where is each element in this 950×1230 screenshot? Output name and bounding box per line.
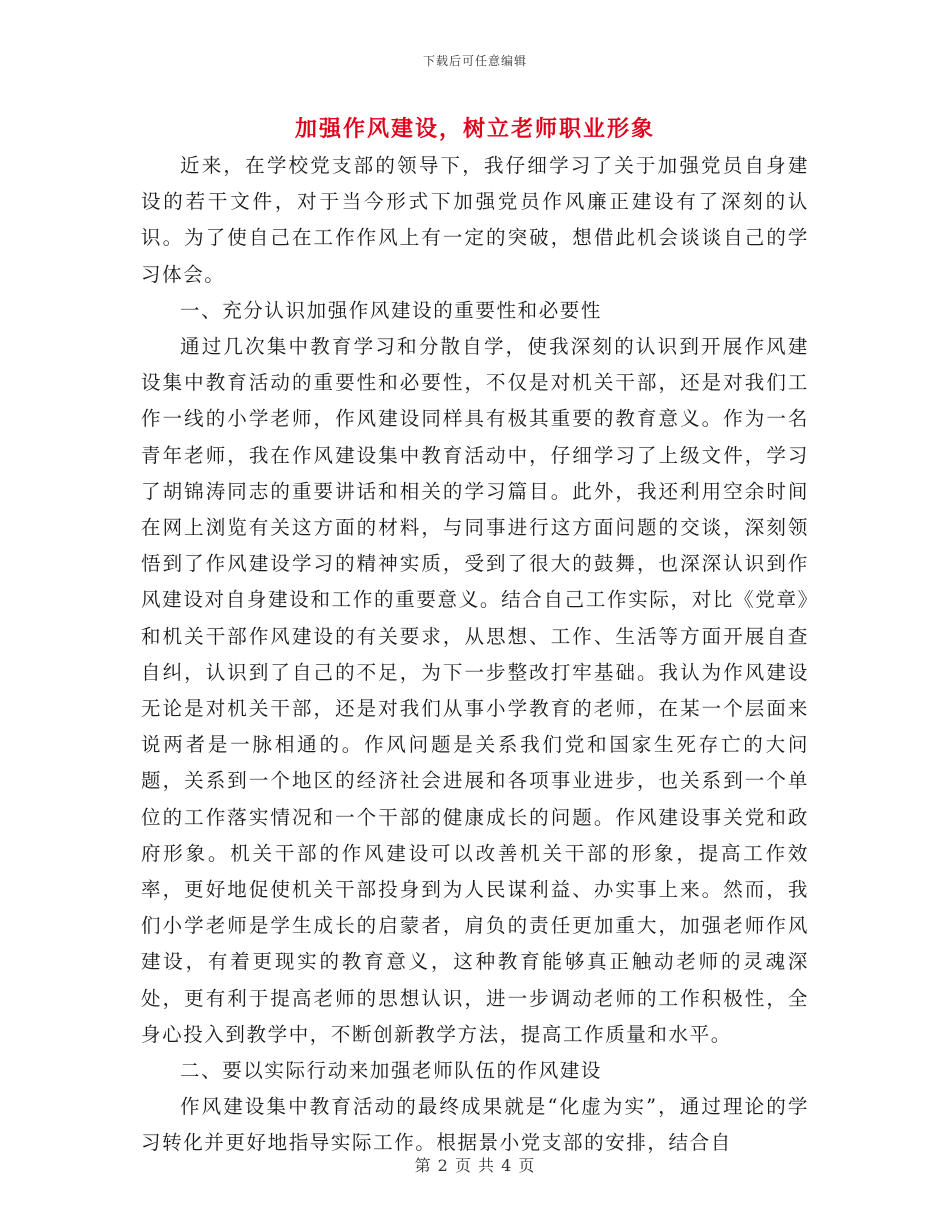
intro-paragraph: 近来，在学校党支部的领导下，我仔细学习了关于加强党员自身建设的若干文件，对于当今形式下加强党员作风廉正建设有了深刻的认识。为了使自己在工作作风上有一定的突破，想借此机会谈谈自己的学习体会。 [141,154,809,286]
page-number-footer: 第 2 页 共 4 页 [414,1156,536,1175]
header-note: 下载后可任意编辑 [422,54,527,68]
section-heading-2: 二、要以实际行动来加强老师队伍的作风建设 [180,1059,603,1083]
section-heading-1: 一、充分认识加强作风建设的重要性和必要性 [180,298,603,322]
document-title: 加强作风建设，树立老师职业形象 [294,116,655,142]
section-1-paragraph: 通过几次集中教育学习和分散自学，使我深刻的认识到开展作风建设集中教育活动的重要性和必要性，不仅是对机关干部，还是对我们工作一线的小学老师，作风建设同样具有极其重要的教育意义。作为一名青年老师，我在作风建设集中教育活动中，仔细学习了上级文件，学习了胡锦涛同志的重要讲话和相关的学习篇目。此外，我还利用空余时间在网上浏览有关这方面的材料，与同事进行这方面问题的交谈，深刻领悟到了作风建设学习的精神实质，受到了很大的鼓舞，也深深认识到作风建设对自身建设和工作的重要意义。结合自己工作实际，对比《党章》和机关干部作风建设的有关要求，从思想、工作、生活等方面开展自查自纠，认识到了自己的不足，为下一步整改打牢基础。我认为作风建设无论是对机关干部，还是对我们从事小学教育的老师，在某一个层面来说两者是一脉相通的。作风问题是关系我们党和国家生死存亡的大问题，关系到一个地区的经济社会进展和各项事业进步，也关系到一个单位的工作落实情况和一个干部的健康成长的问题。作风建设事关党和政府形象。机关干部的作风建设可以改善机关干部的形象，提高工作效率，更好地促使机关干部投身到为人民谋利益、办实事上来。然而，我们小学老师是学生成长的启蒙者，肩负的责任更加重大，加强老师作风建设，有着更现实的教育意义，这种教育能够真正触动老师的灵魂深处，更有利于提高老师的思想认识，进一步调动老师的工作积极性，全身心投入到教学中，不断创新教学方法，提高工作质量和水平。 [141,335,809,1046]
document-body [141,148,809,1162]
section-2-paragraph: 作风建设集中教育活动的最终成果就是“化虚为实”，通过理论的学习转化并更好地指导实际工作。根据景小党支部的安排，结合自 [141,1095,809,1155]
